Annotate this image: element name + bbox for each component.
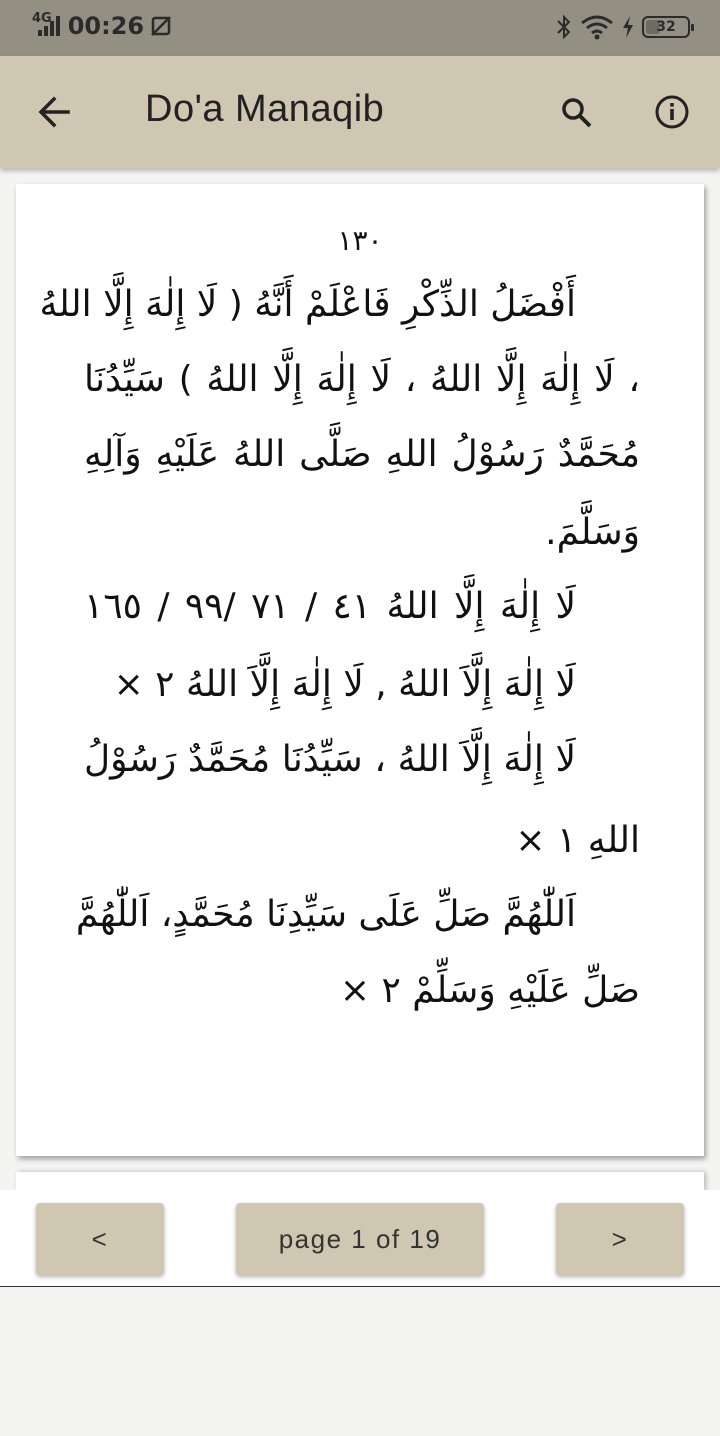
page-indicator-button[interactable]: page 1 of 19 [236,1203,484,1275]
search-icon[interactable] [552,88,600,136]
status-bar [0,0,720,56]
text-line: وَسَلَّمَ. [545,512,640,553]
text-line: مُحَمَّدٌ رَسُوْلُ اللهِ صَلَّى اللهُ عَلَيْهِ وَآلِهِ [84,434,640,475]
text-line: اَللّٰهُمَّ صَلِّ عَلَى سَيِّدِنَا مُحَمَّدٍ، اَللّٰهُمَّ [75,894,576,935]
text-line: أَفْضَلُ الذِّكْرِ فَاعْلَمْ أَنَّهُ ( لَا إِلٰهَ إِلَّا اللهُ [39,284,576,325]
status-right [556,14,690,40]
back-arrow-icon[interactable] [28,88,84,136]
next-page-button[interactable]: > [556,1203,684,1275]
text-line: لَا إِلٰهَ إِلَّا اللهُ ٤١ / ٧١ /٩٩ / ١٦٥ [84,586,577,627]
charging-icon [622,16,634,38]
text-line: اللهِ ١ × [515,820,640,861]
text-line: لَا إِلٰهَ إِلَّاَ اللهُ ، سَيِّدُنَا مُحَمَّدٌ رَسُوْلُ [84,739,576,780]
previous-page-button[interactable]: < [36,1203,164,1275]
next-page-preview [16,1172,704,1192]
clock: 00:26 [67,12,145,40]
pagination-bar [0,1190,720,1287]
document-page[interactable] [16,184,704,1156]
bluetooth-icon [556,14,572,40]
text-line: لَا إِلٰهَ إِلَّاَ اللهُ , لَا إِلٰهَ إِلَّاَ اللهُ ٢ × [113,664,576,705]
network-type: 4G [32,10,52,26]
app-bar [0,56,720,168]
app-title: Do'a Manaqib [145,88,385,130]
screenshot-icon [150,15,172,37]
page-number: ١٣٠ [337,224,383,257]
status-left [32,12,172,40]
battery-level: 32 [656,19,676,35]
text-line: ، لَا إِلٰهَ إِلَّا اللهُ ، لَا إِلٰهَ إِلَّا اللهُ ) سَيِّدُنَا [84,359,640,400]
info-icon[interactable] [648,88,696,136]
battery-icon [642,16,690,38]
wifi-icon [580,14,614,40]
text-line: صَلِّ عَلَيْهِ وَسَلِّمْ ٢ × [339,970,640,1011]
